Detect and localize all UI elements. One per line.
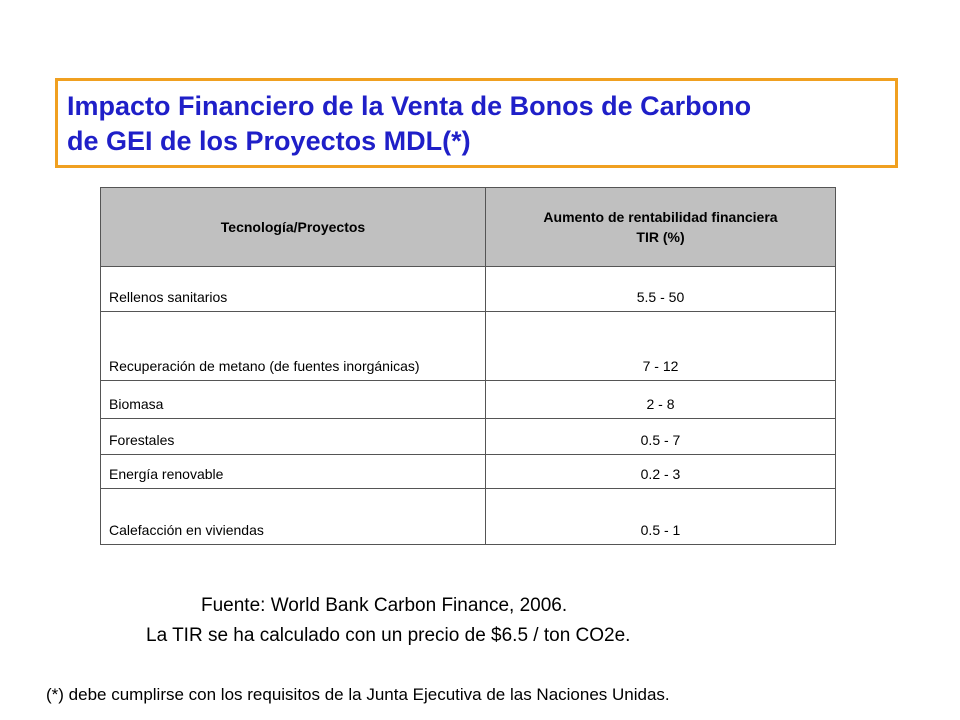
row-technology: Calefacción en viviendas — [101, 489, 486, 545]
table-row — [101, 267, 836, 312]
table-row — [101, 489, 836, 545]
row-tir: 2 - 8 — [486, 381, 836, 419]
footnote: (*) debe cumplirse con los requisitos de la Junta Ejecutiva de las Naciones Unidas. — [46, 685, 670, 704]
row-technology: Biomasa — [101, 381, 486, 419]
source-line-1: Fuente: World Bank Carbon Finance, 2006. — [201, 595, 568, 616]
table-row — [101, 419, 836, 455]
title-box — [55, 78, 898, 168]
data-table — [100, 187, 836, 545]
table-row — [101, 455, 836, 489]
table-row — [101, 312, 836, 381]
row-technology: Energía renovable — [101, 455, 486, 489]
title-line-2: de GEI de los Proyectos MDL(*) — [67, 126, 471, 156]
header-tir — [486, 188, 836, 267]
row-tir: 0.5 - 1 — [486, 489, 836, 545]
header-tir-line-2: TIR (%) — [636, 229, 685, 245]
header-tir-line-1: Aumento de rentabilidad financiera — [543, 209, 778, 225]
row-technology: Recuperación de metano (de fuentes inorgánicas) — [101, 312, 486, 381]
source-line-2: La TIR se ha calculado con un precio de $6.5 / ton CO2e. — [146, 625, 631, 646]
row-tir: 5.5 - 50 — [486, 267, 836, 312]
row-tir: 7 - 12 — [486, 312, 836, 381]
header-technology: Tecnología/Proyectos — [101, 188, 486, 267]
table-row — [101, 381, 836, 419]
table-header-row — [101, 188, 836, 267]
row-technology: Forestales — [101, 419, 486, 455]
title-line-1: Impacto Financiero de la Venta de Bonos de Carbono — [67, 91, 752, 121]
row-tir: 0.5 - 7 — [486, 419, 836, 455]
row-technology: Rellenos sanitarios — [101, 267, 486, 312]
row-tir: 0.2 - 3 — [486, 455, 836, 489]
